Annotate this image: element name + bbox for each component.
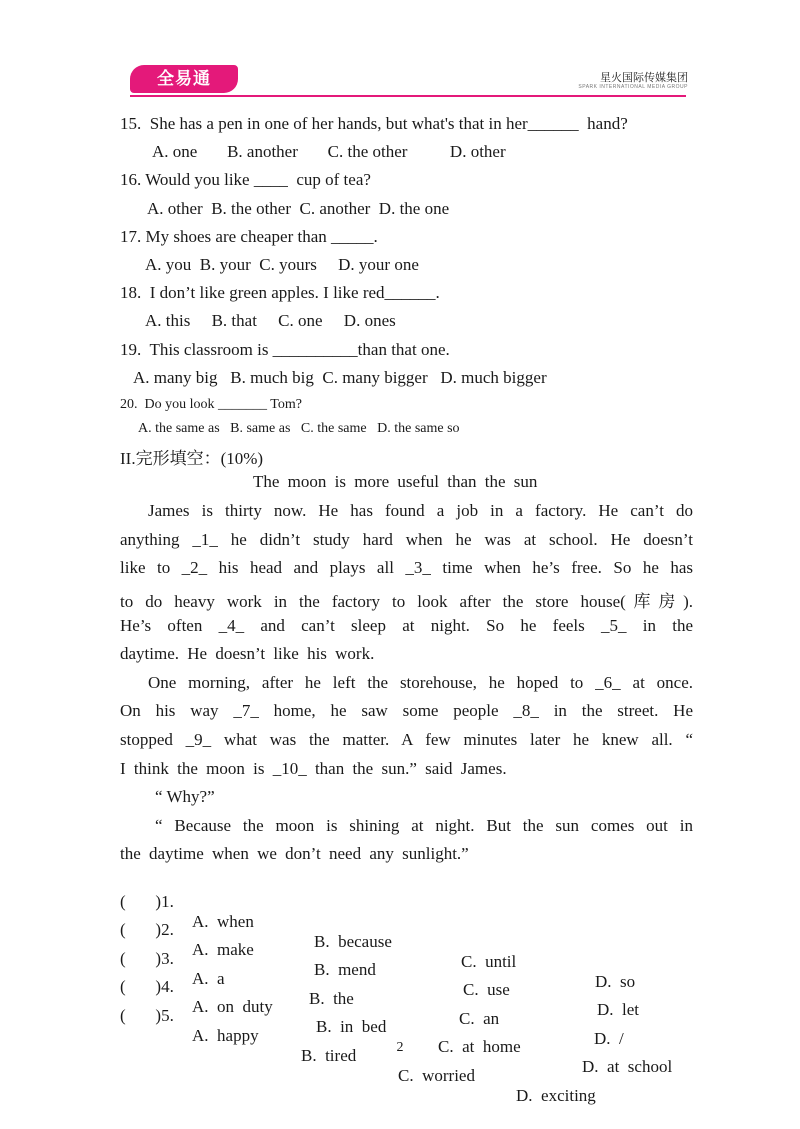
publisher-name-en: SPARK INTERNATIONAL MEDIA GROUP xyxy=(578,84,688,90)
question-stem: 18. I don’t like green apples. I like red______. xyxy=(120,283,440,302)
choice-b: B. mend xyxy=(314,960,376,979)
question-stem: 15. She has a pen in one of her hands, but what's that in her______ hand? xyxy=(120,114,628,133)
passage-line: He’s often _4_ and can’t sleep at night. So he feels _5_ in the xyxy=(120,616,693,635)
answer-blank: ( )3. xyxy=(120,949,174,968)
passage-line: the daytime when we don’t need any sunlight.” xyxy=(120,844,469,863)
question-options: A. one B. another C. the other D. other xyxy=(152,142,506,161)
passage-line: I think the moon is _10_ than the sun.” said James. xyxy=(120,759,507,778)
passage-title: The moon is more useful than the sun xyxy=(253,472,538,491)
choice-d: D. exciting xyxy=(516,1086,596,1105)
passage-line: stopped _9_ what was the matter. A few minutes later he knew all. “ xyxy=(120,730,693,749)
choice-a: A. when xyxy=(192,912,254,931)
passage-line: “ Because the moon is shining at night. But the sun comes out in xyxy=(155,816,693,835)
choice-c: C. an xyxy=(459,1009,500,1028)
choice-c: C. use xyxy=(463,980,510,999)
page-number: 2 xyxy=(396,1040,404,1055)
question-stem: 19. This classroom is __________than that one. xyxy=(120,340,450,359)
choice-b: B. in bed xyxy=(316,1017,387,1036)
choice-a: A. make xyxy=(192,940,254,959)
question-stem: 17. My shoes are cheaper than _____. xyxy=(120,227,378,246)
choice-c: C. worried xyxy=(398,1066,475,1085)
question-options: A. you B. your C. yours D. your one xyxy=(145,255,419,274)
choice-d: D. so xyxy=(595,972,636,991)
question-options: A. many big B. much big C. many bigger D. much bigger xyxy=(133,368,547,387)
passage-line: anything _1_ he didn’t study hard when he was at school. He doesn’t xyxy=(120,530,693,549)
answer-blank: ( )5. xyxy=(120,1006,174,1025)
passage-line: “ Why?” xyxy=(155,787,215,806)
question-stem: 16. Would you like ____ cup of tea? xyxy=(120,170,371,189)
choice-b: B. the xyxy=(309,989,354,1008)
choice-c: C. until xyxy=(461,952,517,971)
choice-d: D. at school xyxy=(582,1057,673,1076)
question-options: A. other B. the other C. another D. the one xyxy=(147,199,450,218)
brand-logo: 全易通 xyxy=(130,65,238,93)
section-heading: II.完形填空：(10%) xyxy=(120,449,264,468)
passage-line: James is thirty now. He has found a job in a factory. He can’t do xyxy=(148,501,693,520)
answer-blank: ( )2. xyxy=(120,920,174,939)
answer-blank: ( )1. xyxy=(120,892,174,911)
header-rule xyxy=(130,95,686,97)
choice-c: C. at home xyxy=(438,1037,521,1056)
passage-line: One morning, after he left the storehouse, he hoped to _6_ at once. xyxy=(148,673,693,692)
choice-d: D. let xyxy=(597,1000,640,1019)
question-stem: 20. Do you look _______ Tom? xyxy=(120,397,302,412)
answer-blank: ( )4. xyxy=(120,977,174,996)
choice-b: B. because xyxy=(314,932,392,951)
passage-line: daytime. He doesn’t like his work. xyxy=(120,644,375,663)
choice-b: B. tired xyxy=(301,1046,357,1065)
choice-d: D. / xyxy=(594,1029,624,1048)
choice-a: A. happy xyxy=(192,1026,259,1045)
passage-line: like to _2_ his head and plays all _3_ time when he’s free. So he has xyxy=(120,558,693,577)
question-options: A. the same as B. same as C. the same D. the same so xyxy=(138,421,460,436)
passage-line: On his way _7_ home, he saw some people _8_ in the street. He xyxy=(120,701,693,720)
choice-a: A. on duty xyxy=(192,997,273,1016)
question-options: A. this B. that C. one D. ones xyxy=(145,311,396,330)
passage-line: to do heavy work in the factory to look after the store house(库房). xyxy=(120,592,693,611)
publisher-name: 星火国际传媒集团 xyxy=(600,71,688,84)
choice-a: A. a xyxy=(192,969,225,988)
